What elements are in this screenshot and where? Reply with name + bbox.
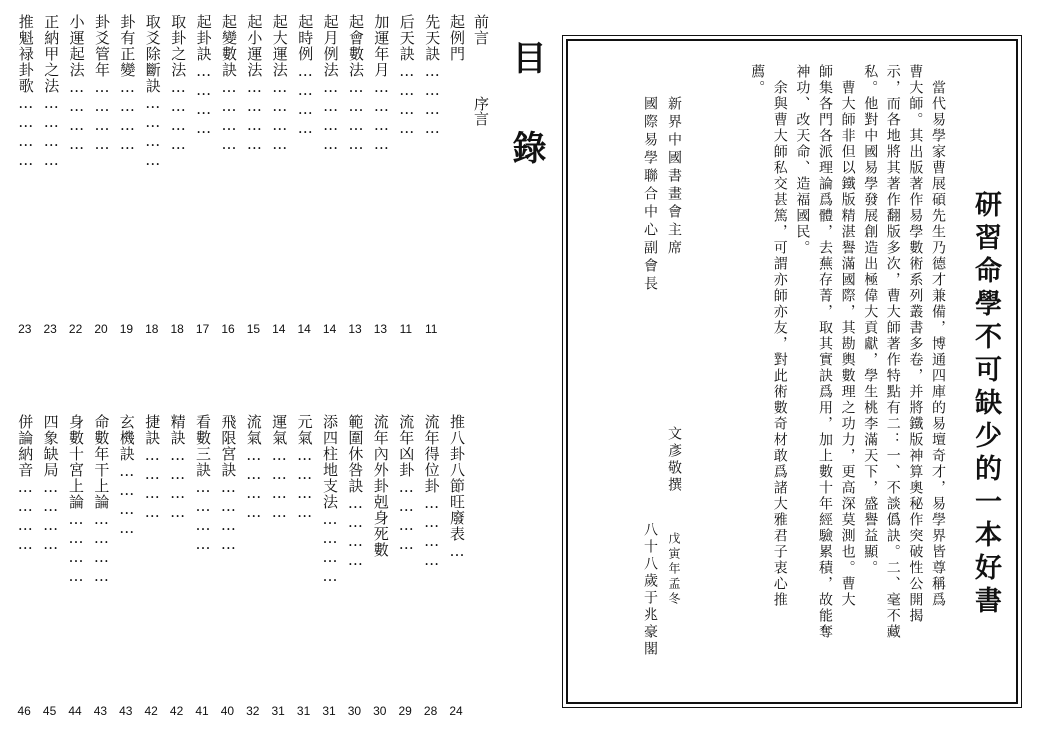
article-column: 師集各門各派理論爲體，去蕪存菁，取其實訣爲用，加上數十年經驗累積，故能奪 <box>817 64 833 640</box>
toc-page-number: 23 <box>18 322 32 336</box>
toc-entry: 先天訣………… <box>423 14 442 138</box>
toc-entry: 推八卦八節旺廢表… <box>448 414 466 561</box>
toc-page-number: 43 <box>119 704 133 718</box>
toc-entry: 精訣………… <box>168 414 187 522</box>
toc-page-number: 19 <box>119 322 134 336</box>
toc-preface-label: 序言 <box>472 96 490 126</box>
article-column: 曹大師非但以鐵版精湛譽滿國際，其勘輿數理之功力，更高深莫測也。曹大 <box>839 64 856 608</box>
toc-entry: 運氣………… <box>270 414 289 522</box>
toc-title: 目 錄 <box>506 40 546 172</box>
toc-page-number: 42 <box>169 704 184 718</box>
toc-page-number: 14 <box>297 322 311 336</box>
toc-page-number: 18 <box>145 322 159 336</box>
toc-entry: 流年內外卦剋身死數 <box>371 414 390 558</box>
toc-page-number: 31 <box>271 704 285 718</box>
toc-entry: 看數三訣………… <box>194 414 212 554</box>
toc-page-number: 40 <box>220 704 235 718</box>
article-org2: 國際易學聯合中心副會長 <box>642 96 658 294</box>
toc-entry: 流年凶卦………… <box>397 414 416 554</box>
toc-entry: 流年得位卦………… <box>422 414 441 570</box>
article-column: 當代易學家曹展碩先生乃德才兼備，博通四庫的易壇奇才，易學界皆尊稱爲 <box>930 64 946 608</box>
toc-entry: 起時例………… <box>296 14 315 138</box>
toc-entry: 起變數訣………… <box>220 14 238 154</box>
toc-entry: 起月例法………… <box>321 14 340 154</box>
toc-entry: 起小運法………… <box>245 14 264 154</box>
toc-page-number: 30 <box>347 704 362 718</box>
article-place: 八十八歲于兆豪閣 <box>642 522 658 658</box>
toc-entry: 飛限宮訣………… <box>219 414 238 554</box>
toc-entry: 四象缺局………… <box>41 414 60 554</box>
article-title: 研習命學不可缺少的一本好書 <box>970 190 1001 619</box>
toc-entry: 捷訣………… <box>143 414 162 522</box>
article-org: 新界中國書畫會主席 <box>666 96 682 258</box>
toc-page-number: 11 <box>424 322 438 336</box>
toc-page-number: 31 <box>322 704 336 718</box>
toc-page-number: 41 <box>195 704 209 718</box>
toc-page-number: 46 <box>17 704 31 718</box>
toc-entry: 元氣………… <box>295 414 314 522</box>
toc-entry: 前言 <box>472 14 490 46</box>
toc-entry: 后天訣………… <box>397 14 416 138</box>
toc-page-number: 32 <box>246 704 260 718</box>
article-column: 曹大師。其出版著作易學數術系列叢書多卷，并將鐵版神算奧秘作突破性公開揭 <box>907 64 924 624</box>
toc-entry: 卦爻管年………… <box>93 14 111 154</box>
toc-page-number: 28 <box>423 704 438 718</box>
article-date: 戊寅年孟冬 <box>667 532 681 607</box>
toc-entry: 範圍休咎訣………… <box>346 414 365 570</box>
article-column: 薦。 <box>749 64 766 96</box>
toc-entry: 起卦訣………… <box>194 14 213 138</box>
toc-page-number: 14 <box>322 322 337 336</box>
toc-entry: 起大運法………… <box>270 14 289 154</box>
article-column: 示，而各地將其著作翻版多次，曹大師著作特點有二：一、不談僞訣。二、毫不藏 <box>884 64 901 640</box>
toc-page-number: 15 <box>246 322 261 336</box>
toc-entry: 玄機訣………… <box>117 414 136 538</box>
toc-page-number: 29 <box>398 704 412 718</box>
toc-page-number: 30 <box>373 704 387 718</box>
toc-entry: 添四柱地支法………… <box>321 414 339 586</box>
toc-page-number: 22 <box>68 322 83 336</box>
article-column: 余與曹大師私交甚篤，可謂亦師亦友，對此術數奇材敢爲諸大雅君子衷心推 <box>771 64 788 608</box>
toc-page-number: 17 <box>195 322 210 336</box>
toc-page-number: 45 <box>42 704 57 718</box>
toc-page-number: 13 <box>373 322 388 336</box>
toc-entry: 併論納音………… <box>16 414 35 554</box>
toc-entry: 流氣………… <box>244 414 263 522</box>
toc-entry: 卦有正變………… <box>118 14 137 154</box>
toc-entry: 起會數法………… <box>347 14 365 154</box>
toc-page-number: 42 <box>144 704 158 718</box>
toc-page-number: 20 <box>94 322 108 336</box>
toc-entry: 取卦之法………… <box>169 14 188 154</box>
toc-page-number: 43 <box>93 704 108 718</box>
toc-entry: 身數十宮上論………… <box>67 414 85 586</box>
toc-page-number: 11 <box>399 322 413 336</box>
article-column: 神功、改天命、造福國民。 <box>794 64 811 256</box>
toc-page-number: 18 <box>170 322 184 336</box>
toc-page-number: 13 <box>348 322 362 336</box>
article-author: 文彥敬撰 <box>666 426 682 494</box>
toc-page-number: 14 <box>272 322 286 336</box>
article-column: 私。他對中國易學發展創造出極偉大貢獻，學生桃李滿天下，盛譽益顯。 <box>862 64 879 576</box>
toc-entry: 加運年月………… <box>372 14 391 154</box>
toc-page-number: 23 <box>43 322 57 336</box>
toc-entry: 命數年干上論………… <box>92 414 111 586</box>
toc-entry: 起例門 <box>448 14 466 62</box>
toc-entry: 正納甲之法………… <box>42 14 61 170</box>
toc-entry: 小運起法………… <box>67 14 86 154</box>
toc-entry: 推魁䘵卦歌………… <box>16 14 35 170</box>
toc-page-number: 44 <box>68 704 82 718</box>
toc-page-number: 31 <box>296 704 311 718</box>
toc-page-number: 16 <box>221 322 235 336</box>
toc-entry: 取爻除斷訣………… <box>143 14 162 170</box>
toc-page-number: 24 <box>449 704 463 718</box>
